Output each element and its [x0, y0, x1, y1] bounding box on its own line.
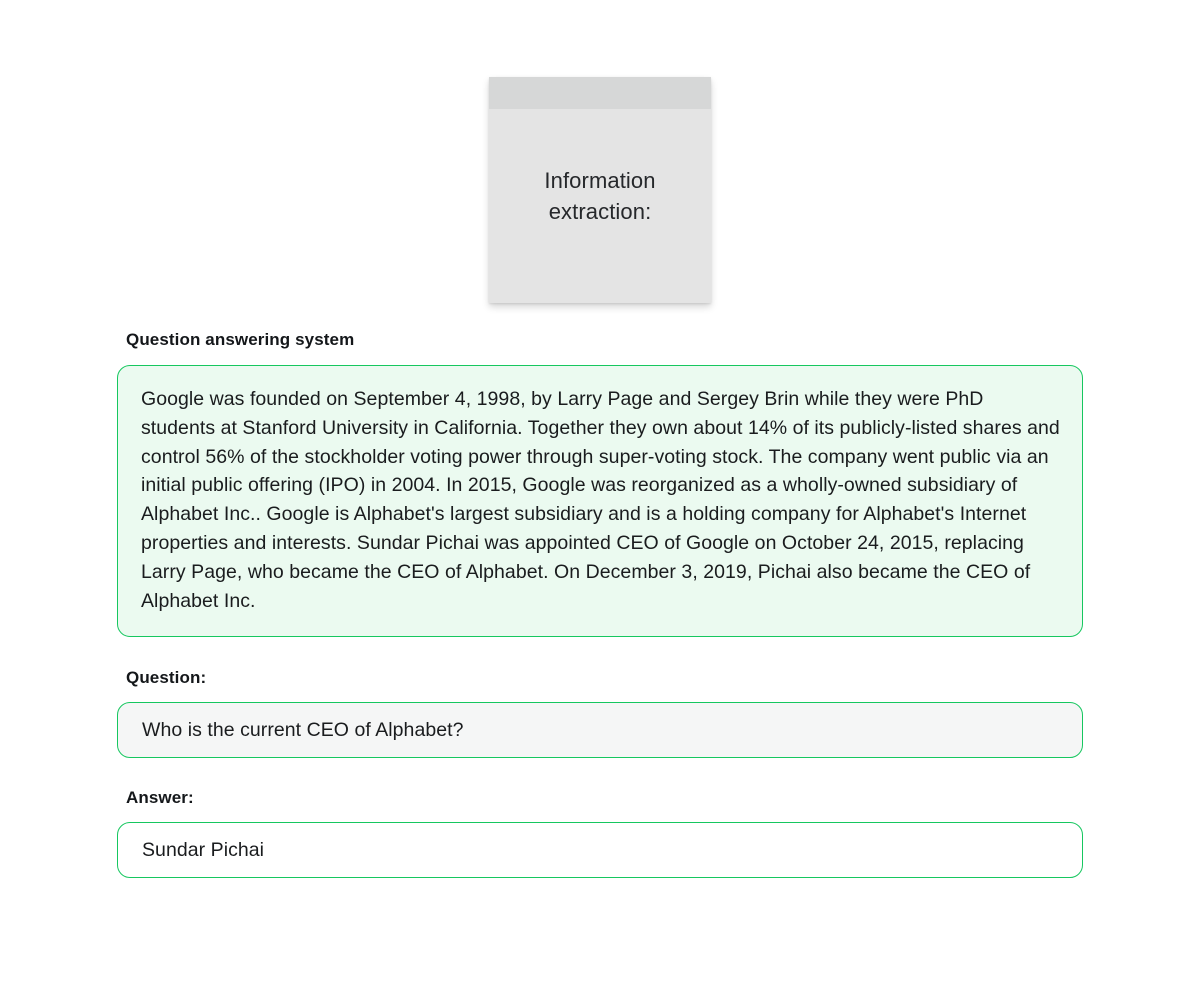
context-passage-box[interactable] [117, 365, 1083, 637]
answer-output[interactable]: Sundar Pichai [117, 822, 1083, 878]
answer-label: Answer: [126, 788, 194, 808]
question-label: Question: [126, 668, 207, 688]
context-passage-text: Google was founded on September 4, 1998, by Larry Page and Sergey Brin while they were PhD students at Stanford University in California. Together they own about 14% of its publicly-listed shares and control 56% of the stockholder voting power through super-voting stock. The company went public via an initial public offering (IPO) in 2004. In 2015, Google was reorganized as a wholly-owned subsidiary of Alphabet Inc.. Google is Alphabet's largest subsidiary and is a holding company for Alphabet's Internet properties and interests. Sundar Pichai was appointed CEO of Google on October 24, 2015, replacing Larry Page, who became the CEO of Alphabet. On December 3, 2019, Pichai also became the CEO of Alphabet Inc. [141, 388, 1060, 612]
page-title: Question answering system [126, 330, 355, 349]
illustration-area [0, 0, 1200, 330]
card-header-bar [489, 77, 711, 109]
information-extraction-card[interactable] [489, 77, 711, 303]
question-answering-panel [117, 330, 1083, 878]
card-body [489, 109, 711, 303]
question-input[interactable]: Who is the current CEO of Alphabet? [117, 702, 1083, 758]
card-label: Information extraction: [544, 168, 656, 224]
